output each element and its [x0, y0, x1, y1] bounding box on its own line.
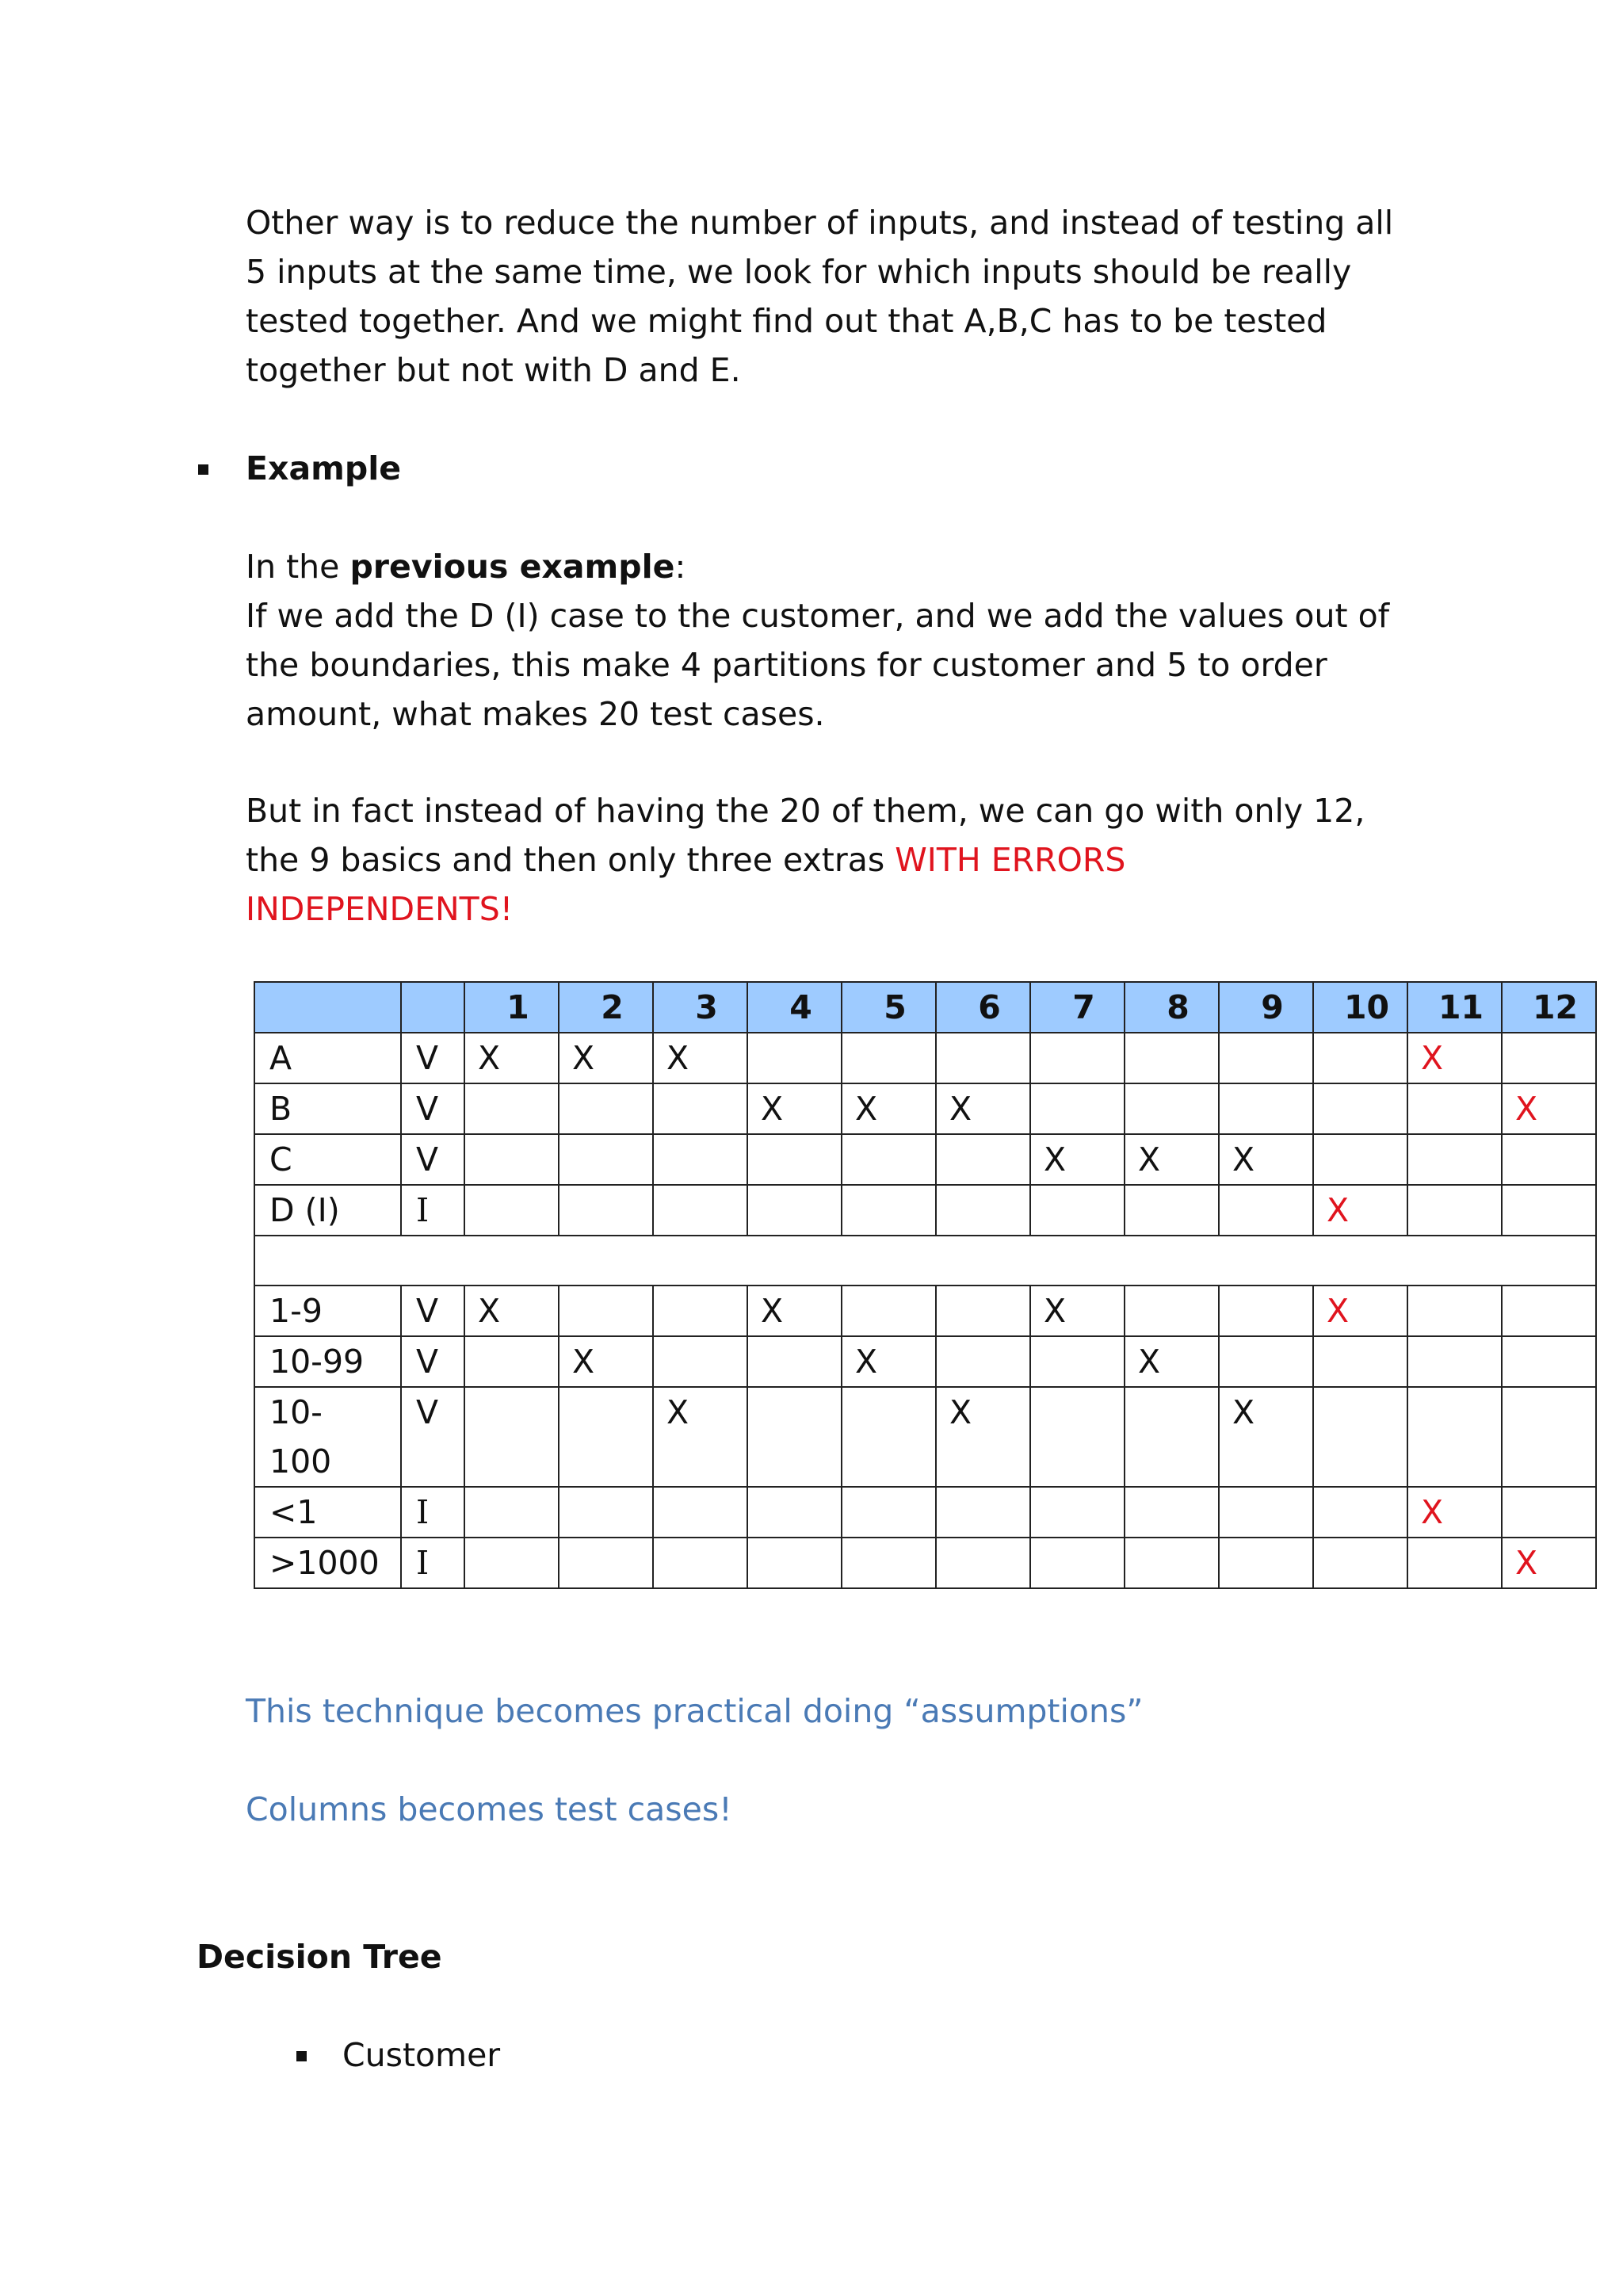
mark-cell	[936, 1033, 1030, 1083]
mark-cell	[1219, 1185, 1313, 1236]
previous-example-bold: previous example	[349, 548, 675, 586]
test-case-matrix	[254, 981, 1597, 1589]
column-header: 1	[464, 982, 559, 1033]
validity-cell: I	[401, 1487, 464, 1538]
mark-cell	[842, 1185, 936, 1236]
mark-cell	[559, 1286, 653, 1336]
mark-cell: X	[1030, 1134, 1125, 1185]
mark-cell	[1502, 1286, 1596, 1336]
mark-cell	[747, 1033, 842, 1083]
mark-cell: X	[747, 1286, 842, 1336]
mark-cell: X	[1313, 1185, 1407, 1236]
mark-cell: X	[1219, 1134, 1313, 1185]
fact-paragraph	[246, 786, 1434, 934]
table-row	[254, 1336, 1596, 1387]
column-header: 7	[1030, 982, 1125, 1033]
previous-example-prefix: In the	[246, 548, 350, 586]
intro-line: Other way is to reduce the number of inputs, and instead of testing all	[246, 204, 1394, 242]
intro-line: 5 inputs at the same time, we look for which inputs should be really	[246, 253, 1352, 291]
header-empty-cell	[254, 982, 401, 1033]
validity-cell: I	[401, 1185, 464, 1236]
mark-cell	[936, 1286, 1030, 1336]
mark-cell: X	[1502, 1538, 1596, 1588]
mark-cell	[464, 1185, 559, 1236]
table-row	[254, 1033, 1596, 1083]
technique-note: This technique becomes practical doing “assumptions”	[246, 1692, 1144, 1730]
mark-cell: X	[747, 1083, 842, 1134]
mark-cell	[747, 1487, 842, 1538]
validity-cell: I	[401, 1538, 464, 1588]
mark-cell: X	[1125, 1336, 1219, 1387]
row-label: D (I)	[254, 1185, 401, 1236]
mark-cell	[1219, 1033, 1313, 1083]
mark-cell	[842, 1033, 936, 1083]
mark-cell: X	[1313, 1286, 1407, 1336]
mark-cell	[936, 1134, 1030, 1185]
mark-cell	[1030, 1185, 1125, 1236]
header-empty-cell	[401, 982, 464, 1033]
mark-cell	[842, 1134, 936, 1185]
mark-cell: X	[1030, 1286, 1125, 1336]
mark-cell	[464, 1134, 559, 1185]
mark-cell	[842, 1387, 936, 1487]
mark-cell: X	[559, 1033, 653, 1083]
validity-cell: V	[401, 1387, 464, 1487]
mark-cell	[1030, 1538, 1125, 1588]
mark-cell	[653, 1286, 747, 1336]
mark-cell	[464, 1538, 559, 1588]
mark-cell	[1407, 1387, 1502, 1487]
mark-cell: X	[653, 1387, 747, 1487]
mark-cell	[747, 1185, 842, 1236]
mark-cell	[1125, 1538, 1219, 1588]
mark-cell	[1502, 1336, 1596, 1387]
mark-cell	[653, 1185, 747, 1236]
column-header: 6	[936, 982, 1030, 1033]
mark-cell	[653, 1336, 747, 1387]
mark-cell	[936, 1487, 1030, 1538]
fact-line-plain: the 9 basics and then only three extras	[246, 841, 896, 879]
mark-cell	[1407, 1083, 1502, 1134]
mark-cell	[1502, 1387, 1596, 1487]
decision-tree-heading: Decision Tree	[197, 1938, 442, 1976]
example-paragraph	[246, 542, 1434, 739]
mark-cell	[1313, 1538, 1407, 1588]
mark-cell	[1313, 1083, 1407, 1134]
mark-cell	[1125, 1083, 1219, 1134]
column-header: 8	[1125, 982, 1219, 1033]
previous-example-suffix: :	[674, 548, 686, 586]
mark-cell	[1030, 1033, 1125, 1083]
fact-line	[246, 835, 1434, 884]
table-row	[254, 1083, 1596, 1134]
mark-cell	[842, 1286, 936, 1336]
validity-cell: V	[401, 1134, 464, 1185]
mark-cell	[1313, 1487, 1407, 1538]
mark-cell	[464, 1336, 559, 1387]
column-header: 11	[1407, 982, 1502, 1033]
validity-cell: V	[401, 1033, 464, 1083]
example-heading: Example	[246, 449, 402, 487]
row-label: B	[254, 1083, 401, 1134]
row-label: 1-9	[254, 1286, 401, 1336]
table-row	[254, 1487, 1596, 1538]
separator-row	[254, 1236, 1596, 1286]
mark-cell: X	[1219, 1387, 1313, 1487]
mark-cell: X	[842, 1083, 936, 1134]
table-row	[254, 1286, 1596, 1336]
mark-cell	[1407, 1185, 1502, 1236]
mark-cell	[747, 1336, 842, 1387]
mark-cell	[842, 1538, 936, 1588]
mark-cell: X	[1502, 1083, 1596, 1134]
mark-cell	[1502, 1134, 1596, 1185]
table-row	[254, 1185, 1596, 1236]
mark-cell: X	[1125, 1134, 1219, 1185]
mark-cell	[653, 1134, 747, 1185]
table-row	[254, 1387, 1596, 1487]
mark-cell	[747, 1387, 842, 1487]
example-line: the boundaries, this make 4 partitions for customer and 5 to order	[246, 646, 1327, 684]
mark-cell	[653, 1538, 747, 1588]
column-header: 5	[842, 982, 936, 1033]
mark-cell	[1502, 1185, 1596, 1236]
mark-cell	[1407, 1336, 1502, 1387]
columns-note: Columns becomes test cases!	[246, 1790, 732, 1828]
mark-cell	[1219, 1336, 1313, 1387]
row-label: 10-99	[254, 1336, 401, 1387]
mark-cell	[936, 1538, 1030, 1588]
customer-item: Customer	[342, 2036, 501, 2074]
mark-cell	[1030, 1336, 1125, 1387]
row-label: <1	[254, 1487, 401, 1538]
mark-cell	[653, 1083, 747, 1134]
mark-cell	[1219, 1538, 1313, 1588]
mark-cell	[1502, 1033, 1596, 1083]
column-header: 2	[559, 982, 653, 1033]
mark-cell	[936, 1336, 1030, 1387]
mark-cell: X	[464, 1286, 559, 1336]
mark-cell: X	[1407, 1487, 1502, 1538]
fact-line-red: INDEPENDENTS!	[246, 890, 514, 928]
row-label: A	[254, 1033, 401, 1083]
row-label: >1000	[254, 1538, 401, 1588]
mark-cell: X	[842, 1336, 936, 1387]
intro-paragraph	[246, 198, 1434, 395]
row-label: C	[254, 1134, 401, 1185]
mark-cell: X	[653, 1033, 747, 1083]
mark-cell	[1030, 1487, 1125, 1538]
mark-cell	[1219, 1487, 1313, 1538]
previous-example-line	[246, 542, 1434, 591]
mark-cell	[1219, 1286, 1313, 1336]
column-header: 4	[747, 982, 842, 1033]
mark-cell	[1125, 1387, 1219, 1487]
mark-cell	[464, 1083, 559, 1134]
table-row	[254, 1538, 1596, 1588]
mark-cell	[1219, 1083, 1313, 1134]
mark-cell	[464, 1487, 559, 1538]
mark-cell	[1502, 1487, 1596, 1538]
fact-line: But in fact instead of having the 20 of them, we can go with only 12,	[246, 792, 1365, 830]
intro-line: tested together. And we might find out that A,B,C has to be tested	[246, 302, 1327, 340]
mark-cell	[1313, 1387, 1407, 1487]
mark-cell	[559, 1387, 653, 1487]
table-row	[254, 1134, 1596, 1185]
column-header: 12	[1502, 982, 1596, 1033]
mark-cell: X	[464, 1033, 559, 1083]
mark-cell	[1407, 1134, 1502, 1185]
mark-cell	[747, 1134, 842, 1185]
mark-cell	[653, 1487, 747, 1538]
mark-cell	[1030, 1083, 1125, 1134]
example-line: amount, what makes 20 test cases.	[246, 695, 825, 733]
row-label: 10- 100	[254, 1387, 401, 1487]
mark-cell	[936, 1185, 1030, 1236]
intro-line: together but not with D and E.	[246, 351, 741, 389]
mark-cell: X	[936, 1387, 1030, 1487]
mark-cell	[559, 1185, 653, 1236]
validity-cell: V	[401, 1286, 464, 1336]
fact-line-red: WITH ERRORS	[895, 841, 1126, 879]
mark-cell	[464, 1387, 559, 1487]
mark-cell	[1407, 1538, 1502, 1588]
mark-cell	[1125, 1033, 1219, 1083]
mark-cell	[1125, 1286, 1219, 1336]
mark-cell	[1313, 1134, 1407, 1185]
mark-cell	[559, 1083, 653, 1134]
matrix-header-row	[254, 982, 1596, 1033]
mark-cell	[1407, 1286, 1502, 1336]
mark-cell	[1125, 1487, 1219, 1538]
mark-cell	[1030, 1387, 1125, 1487]
column-header: 10	[1313, 982, 1407, 1033]
mark-cell	[842, 1487, 936, 1538]
mark-cell: X	[559, 1336, 653, 1387]
mark-cell: X	[1407, 1033, 1502, 1083]
example-line: If we add the D (I) case to the customer, and we add the values out of	[246, 597, 1390, 635]
mark-cell: X	[936, 1083, 1030, 1134]
bullet-square-icon	[296, 2051, 307, 2061]
bullet-square-icon	[198, 464, 208, 475]
column-header: 9	[1219, 982, 1313, 1033]
mark-cell	[1125, 1185, 1219, 1236]
mark-cell	[559, 1538, 653, 1588]
validity-cell: V	[401, 1336, 464, 1387]
mark-cell	[1313, 1336, 1407, 1387]
column-header: 3	[653, 982, 747, 1033]
separator-cell	[254, 1236, 1596, 1286]
mark-cell	[747, 1538, 842, 1588]
mark-cell	[1313, 1033, 1407, 1083]
mark-cell	[559, 1487, 653, 1538]
validity-cell: V	[401, 1083, 464, 1134]
mark-cell	[559, 1134, 653, 1185]
